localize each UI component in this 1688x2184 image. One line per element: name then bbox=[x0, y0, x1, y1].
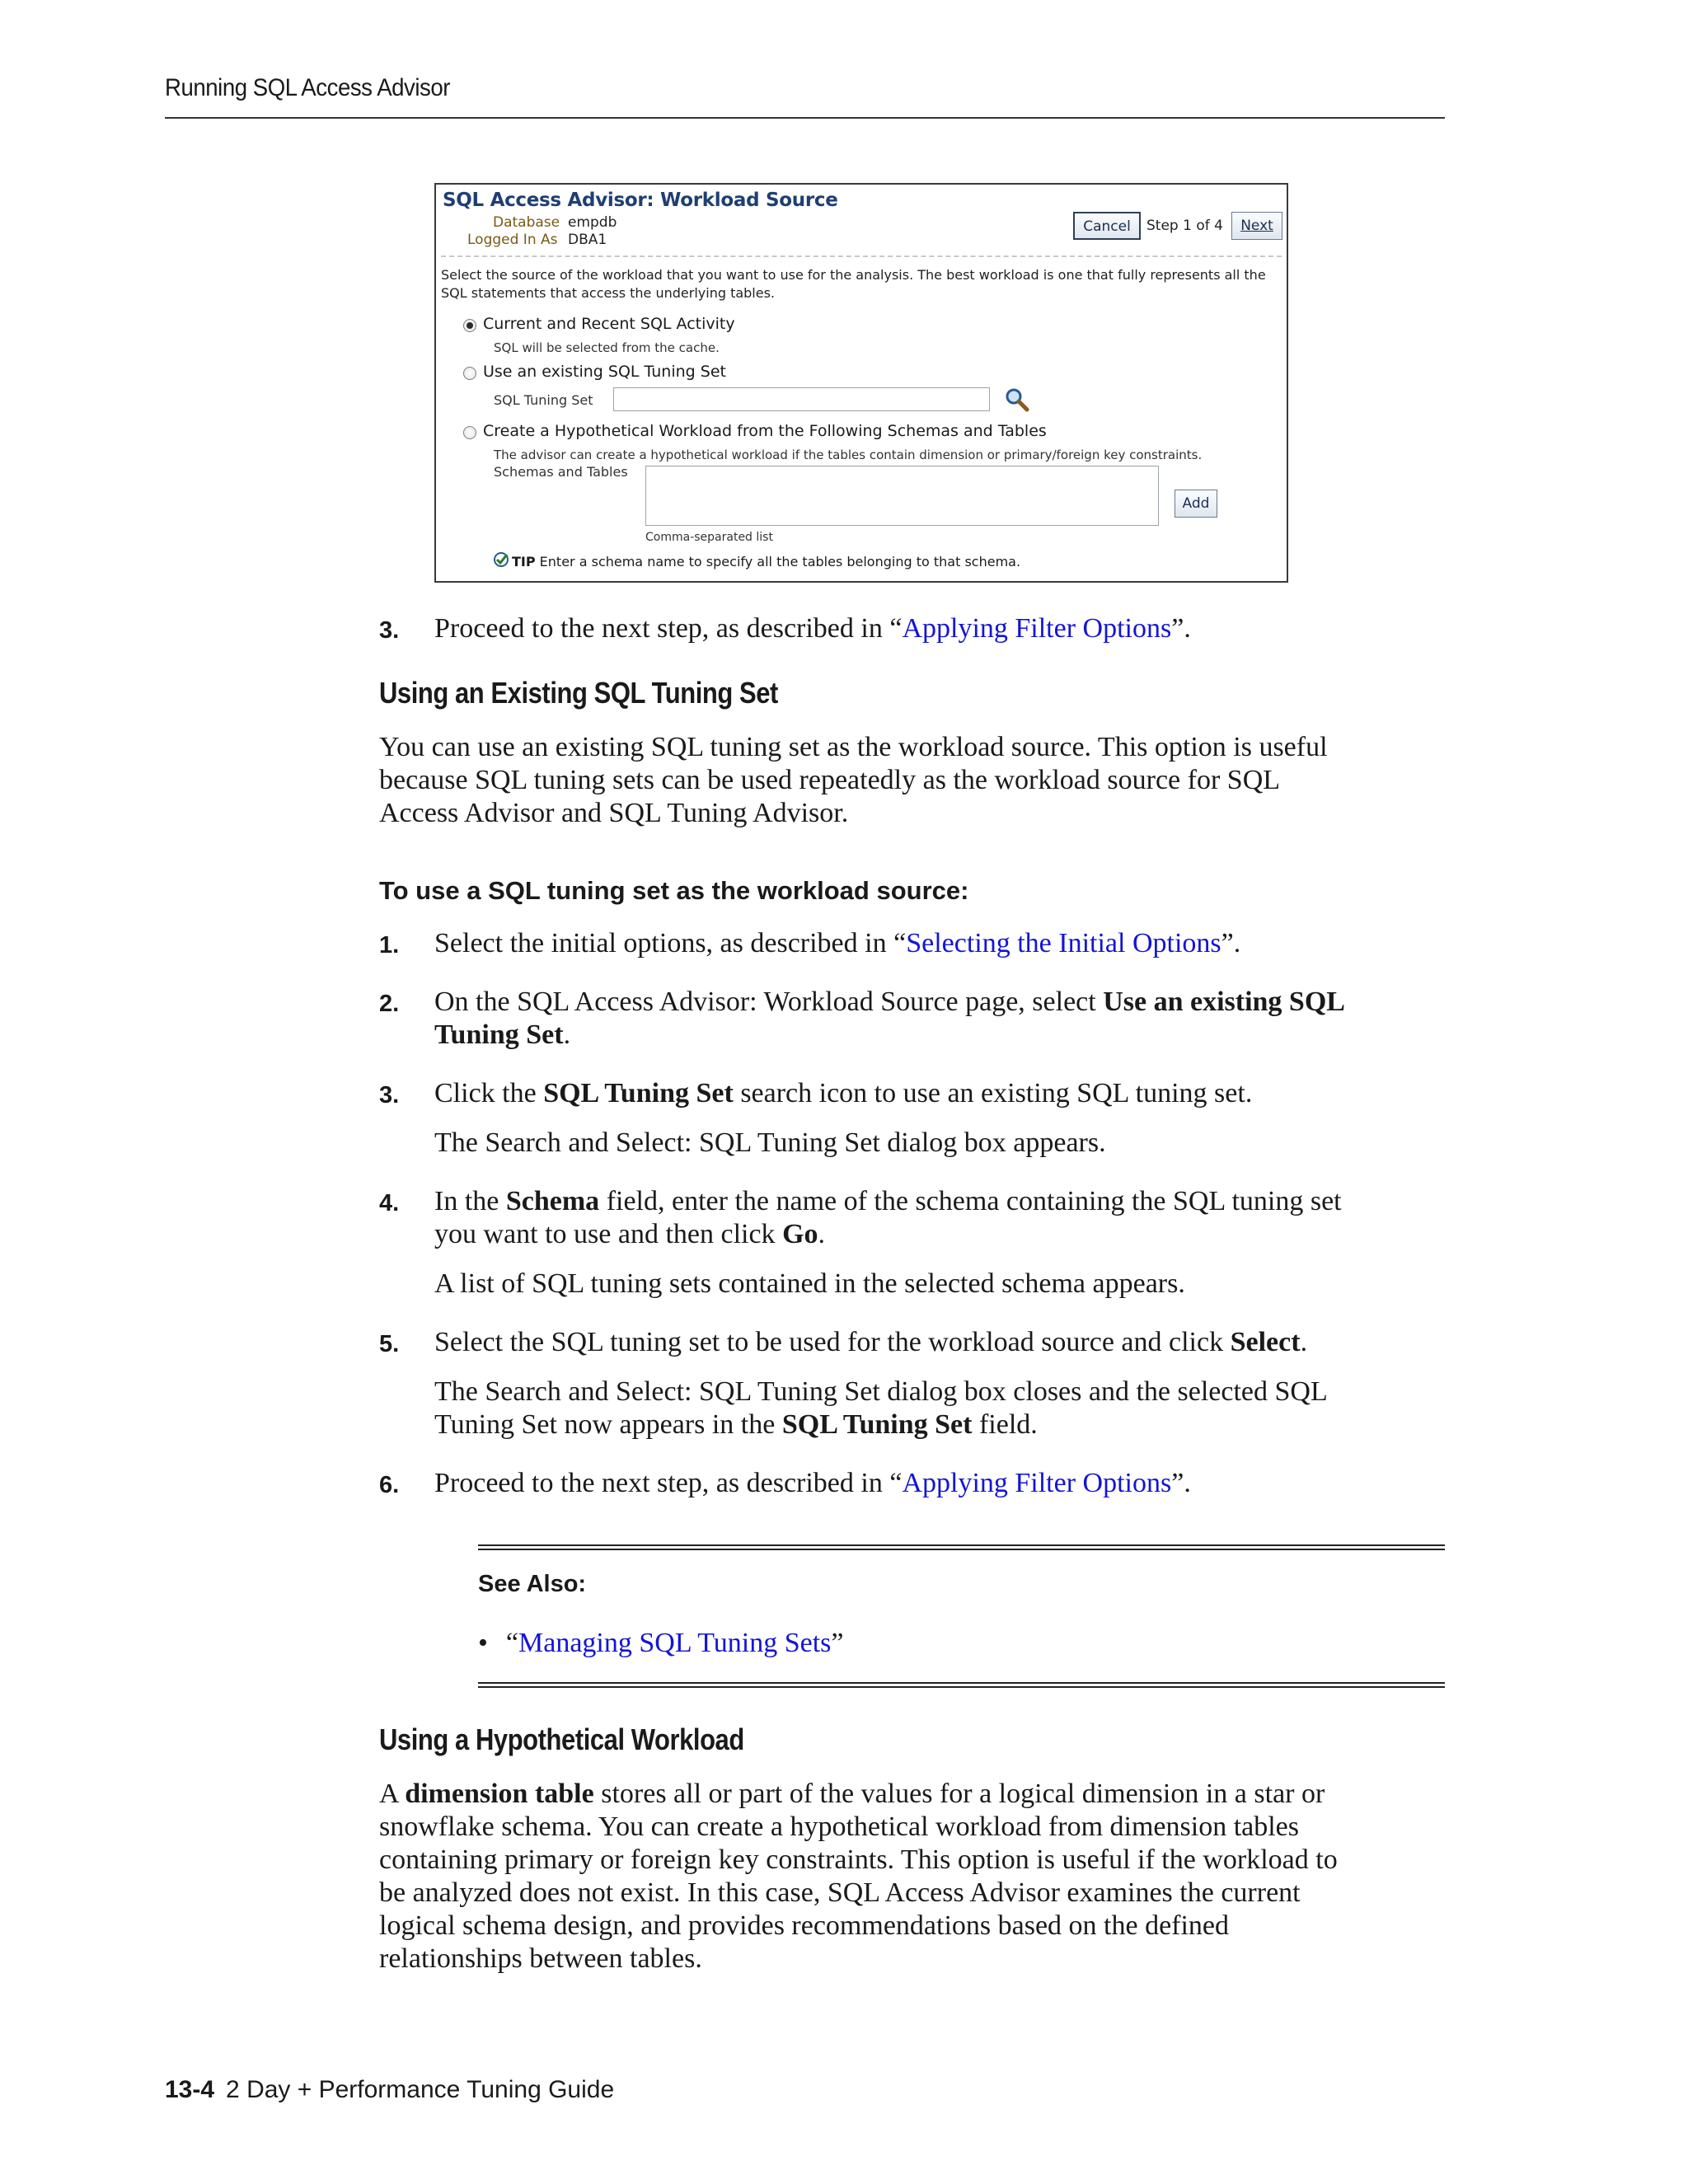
database-label: Database bbox=[493, 214, 560, 231]
para-text: stores all or part of the values for a logical dimension in a star or bbox=[593, 1779, 1325, 1809]
step-text-post: ”. bbox=[1171, 613, 1191, 644]
option-current-activity-label: Current and Recent SQL Activity bbox=[483, 315, 735, 333]
section1-para bbox=[379, 731, 1328, 830]
para-line: You can use an existing SQL tuning set as the workload source. This option is useful bbox=[379, 732, 1328, 762]
header-divider bbox=[441, 255, 1282, 257]
tip-check-icon bbox=[493, 551, 509, 568]
step-ui-term: SQL Tuning Set bbox=[781, 1409, 973, 1440]
step-text bbox=[434, 1185, 1342, 1251]
step-text bbox=[434, 612, 1191, 645]
step-text-post: . bbox=[818, 1219, 826, 1249]
running-head: Running SQL Access Advisor bbox=[165, 74, 451, 101]
para-line: Access Advisor and SQL Tuning Advisor. bbox=[379, 798, 849, 828]
tip-text bbox=[512, 554, 1020, 569]
option-hypothetical-label: Create a Hypothetical Workload from the Following Schemas and Tables bbox=[483, 422, 1047, 440]
step-result bbox=[434, 1376, 1328, 1441]
see-also-bottom-rule bbox=[478, 1682, 1445, 1688]
logged-in-value: DBA1 bbox=[568, 232, 607, 248]
step-number: 3. bbox=[379, 1082, 400, 1108]
option-current-activity-hint: SQL will be selected from the cache. bbox=[494, 340, 720, 355]
step-text-post: search icon to use an existing SQL tuning set. bbox=[733, 1078, 1253, 1108]
step-number: 1. bbox=[379, 932, 400, 958]
step-text-pre: Proceed to the next step, as described in “ bbox=[434, 1468, 903, 1498]
step-text-pre: Proceed to the next step, as described in “ bbox=[434, 613, 903, 644]
step-result: The Search and Select: SQL Tuning Set dialog box appears. bbox=[434, 1127, 1106, 1158]
step-text-post: field, enter the name of the schema containing the SQL tuning set bbox=[599, 1186, 1342, 1216]
step-text-pre: Select the SQL tuning set to be used for the workload source and click bbox=[434, 1327, 1231, 1357]
step-result-line: The Search and Select: SQL Tuning Set dialog box closes and the selected SQL bbox=[434, 1376, 1328, 1407]
step-text-pre: Click the bbox=[434, 1078, 544, 1108]
step-text bbox=[434, 1326, 1307, 1359]
book-title: 2 Day + Performance Tuning Guide bbox=[226, 2076, 615, 2103]
term-dimension-table: dimension table bbox=[405, 1779, 594, 1809]
option-hypothetical-hint: The advisor can create a hypothetical workload if the tables contain dimension or primary/foreign key constraints. bbox=[494, 448, 1203, 462]
radio-hypothetical[interactable] bbox=[463, 426, 476, 439]
add-button[interactable]: Add bbox=[1175, 490, 1217, 518]
section-heading-existing-sts: Using an Existing SQL Tuning Set bbox=[379, 676, 778, 710]
step-text-post: field. bbox=[972, 1409, 1038, 1440]
bullet: • bbox=[478, 1628, 488, 1658]
tip-body: Enter a schema name to specify all the tables belonging to that schema. bbox=[535, 554, 1021, 569]
step-ui-term: Schema bbox=[505, 1186, 600, 1216]
step-ui-term: Tuning Set bbox=[434, 1019, 564, 1050]
search-icon[interactable] bbox=[1005, 387, 1029, 412]
para-text: A bbox=[379, 1779, 406, 1809]
para-line: snowflake schema. You can create a hypothetical workload from dimension tables bbox=[379, 1811, 1300, 1842]
step-text-post: ”. bbox=[1171, 1468, 1191, 1498]
section2-para bbox=[379, 1778, 1338, 1975]
intro-text-line1: Select the source of the workload that you want to use for the analysis. The best workload is one that fully represents all the bbox=[441, 267, 1266, 283]
cancel-button[interactable]: Cancel bbox=[1073, 212, 1141, 240]
sts-field-label: SQL Tuning Set bbox=[494, 392, 593, 408]
step-text bbox=[434, 986, 1345, 1052]
step-ui-term: Select bbox=[1230, 1327, 1301, 1357]
quote-close: ” bbox=[831, 1628, 844, 1658]
para-line: relationships between tables. bbox=[379, 1943, 702, 1974]
step-ui-term: Use an existing SQL bbox=[1103, 987, 1345, 1017]
step-text-pre: you want to use and then click bbox=[434, 1219, 783, 1249]
intro-text-line2: SQL statements that access the underlying tables. bbox=[441, 285, 776, 301]
schemas-label: Schemas and Tables bbox=[494, 464, 628, 480]
step-ui-term: SQL Tuning Set bbox=[543, 1078, 734, 1108]
see-also-heading: See Also: bbox=[478, 1571, 587, 1597]
procedure-heading: To use a SQL tuning set as the workload source: bbox=[379, 876, 969, 905]
step-indicator: Step 1 of 4 bbox=[1146, 218, 1223, 234]
radio-current-activity[interactable] bbox=[463, 319, 476, 332]
database-value: empdb bbox=[568, 214, 617, 231]
para-line: be analyzed does not exist. In this case, SQL Access Advisor examines the current bbox=[379, 1877, 1301, 1908]
quote-open: “ bbox=[505, 1628, 518, 1658]
step-number: 4. bbox=[379, 1190, 400, 1216]
step-text-post: . bbox=[1300, 1327, 1308, 1357]
step-number: 5. bbox=[379, 1331, 400, 1357]
para-line: because SQL tuning sets can be used repeatedly as the workload source for SQL bbox=[379, 765, 1281, 795]
step-number: 3. bbox=[379, 617, 400, 644]
link-selecting-initial-options[interactable]: Selecting the Initial Options bbox=[906, 928, 1221, 958]
option-existing-sts-label: Use an existing SQL Tuning Set bbox=[483, 363, 726, 381]
sts-input[interactable] bbox=[613, 387, 990, 411]
step-text bbox=[434, 1467, 1191, 1500]
step-number: 2. bbox=[379, 991, 400, 1017]
step-result: A list of SQL tuning sets contained in the selected schema appears. bbox=[434, 1268, 1185, 1299]
radio-existing-sts[interactable] bbox=[463, 367, 476, 380]
logged-in-label: Logged In As bbox=[467, 232, 558, 248]
step-text-pre: Tuning Set now appears in the bbox=[434, 1409, 782, 1440]
screenshot-title: SQL Access Advisor: Workload Source bbox=[443, 190, 838, 211]
step-ui-term: Go bbox=[782, 1219, 818, 1249]
schemas-textarea[interactable] bbox=[645, 466, 1159, 526]
link-managing-sql-tuning-sets[interactable]: Managing SQL Tuning Sets bbox=[518, 1628, 832, 1658]
section-heading-hypothetical: Using a Hypothetical Workload bbox=[379, 1722, 744, 1756]
para-line: containing primary or foreign key constraints. This option is useful if the workload to bbox=[379, 1844, 1338, 1875]
step-text-pre: In the bbox=[434, 1186, 506, 1216]
header-rule bbox=[165, 117, 1445, 119]
step-number: 6. bbox=[379, 1472, 400, 1498]
step-text-pre: Select the initial options, as described in “ bbox=[434, 928, 907, 958]
link-applying-filter-options[interactable]: Applying Filter Options bbox=[902, 613, 1172, 644]
workload-source-screenshot bbox=[434, 183, 1288, 583]
link-applying-filter-options[interactable]: Applying Filter Options bbox=[902, 1468, 1172, 1498]
step-text bbox=[434, 1077, 1252, 1110]
tip-bold: TIP bbox=[512, 554, 536, 569]
comma-separated-hint: Comma-separated list bbox=[645, 531, 773, 544]
step-text bbox=[434, 927, 1240, 960]
see-also-item bbox=[478, 1627, 844, 1660]
step-text-pre: On the SQL Access Advisor: Workload Source page, select bbox=[434, 987, 1104, 1017]
page-footer bbox=[165, 2076, 614, 2104]
para-line: logical schema design, and provides recommendations based on the defined bbox=[379, 1910, 1230, 1941]
next-button[interactable]: Next bbox=[1231, 212, 1282, 240]
step-text-post: . bbox=[563, 1019, 571, 1050]
step-text-post: ”. bbox=[1221, 928, 1241, 958]
page-number: 13-4 bbox=[165, 2076, 215, 2103]
see-also-top-rule bbox=[478, 1544, 1445, 1550]
